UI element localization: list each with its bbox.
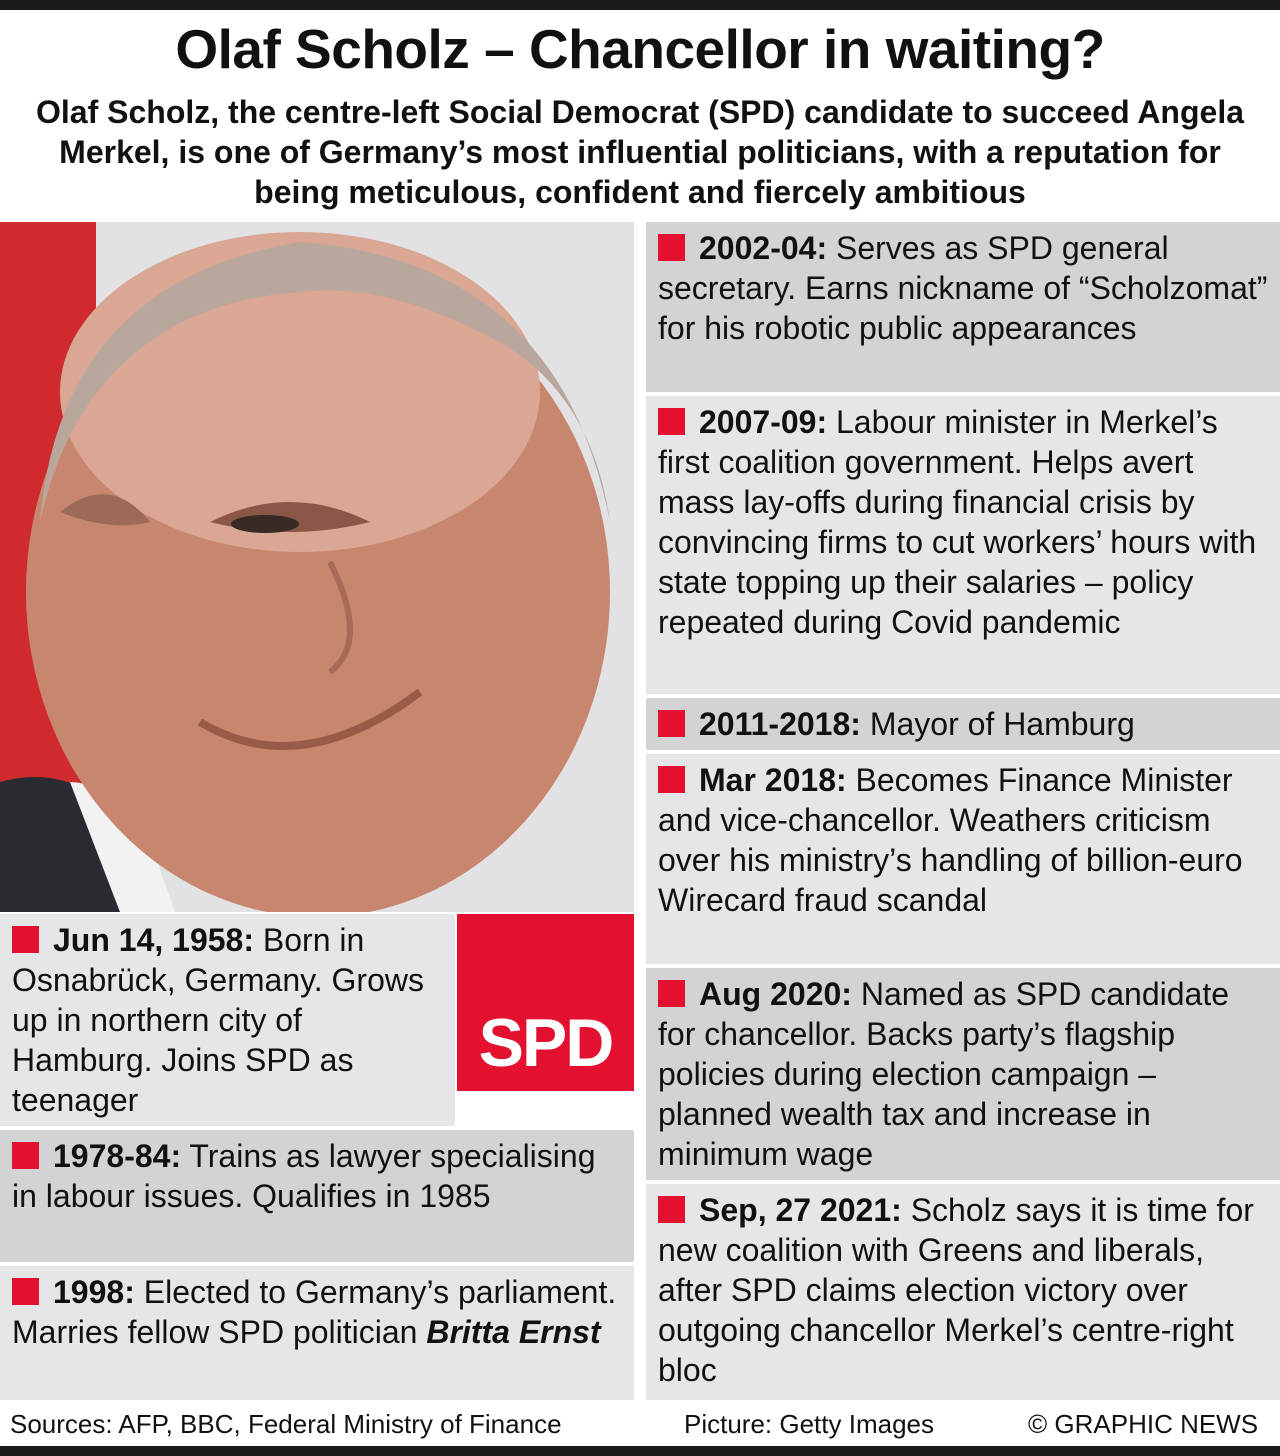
- entry-text: Scholz says it is time for new coalition with Greens and liberals, after SPD claims election victory over outgoing chancellor Merkel’s centre-right bloc: [658, 1192, 1254, 1388]
- page-title: Olaf Scholz – Chancellor in waiting?: [175, 18, 1105, 80]
- timeline-entry-2002: [646, 222, 1280, 392]
- entry-text: Named as SPD candidate for chancellor. Backs party’s flagship policies during election campaign – planned wealth tax and increase in minimum wage: [658, 976, 1230, 1172]
- spd-logo-text: SPD: [478, 1005, 613, 1081]
- timeline-entry-2011: [646, 698, 1280, 750]
- entry-text: Mayor of Hamburg: [869, 706, 1135, 742]
- entry-date: Sep, 27 2021:: [699, 1192, 902, 1228]
- bullet-square-icon: [12, 926, 39, 953]
- timeline-entry-1998: [0, 1266, 634, 1400]
- entry-text: Serves as SPD general secretary. Earns nickname of “Scholzomat” for his robotic public appearances: [658, 230, 1268, 346]
- portrait-photo: [0, 222, 634, 912]
- entry-text: Trains as lawyer specialising in labour issues. Qualifies in 1985: [12, 1138, 596, 1214]
- entry-date: 2002-04:: [699, 230, 828, 266]
- bullet-square-icon: [658, 234, 685, 261]
- bullet-square-icon: [658, 766, 685, 793]
- entry-text: Born in Osnabrück, Germany. Grows up in northern city of Hamburg. Joins SPD as teenager: [12, 922, 424, 1118]
- spd-logo: [457, 914, 634, 1091]
- entry-emphasis: Britta Ernst: [426, 1314, 601, 1350]
- entry-text: Labour minister in Merkel’s first coalition government. Helps avert mass lay-offs during financial crisis by convincing firms to cut workers’ hours with state topping up their salaries – policy repeated during Covid pandemic: [658, 404, 1257, 640]
- entry-text: Elected to Germany’s parliament. Marries fellow SPD politician: [12, 1274, 617, 1350]
- entry-text: Becomes Finance Minister and vice-chancellor. Weathers criticism over his ministry’s handling of billion-euro Wirecard fraud scandal: [658, 762, 1243, 918]
- entry-date: Aug 2020:: [699, 976, 852, 1012]
- entry-date: 2007-09:: [699, 404, 828, 440]
- entry-date: Mar 2018:: [699, 762, 847, 798]
- entry-date: 1998:: [53, 1274, 135, 1310]
- copyright-credit: © GRAPHIC NEWS: [1028, 1409, 1259, 1439]
- bullet-square-icon: [658, 1196, 685, 1223]
- timeline-entry-1978: [0, 1130, 634, 1262]
- entry-date: Jun 14, 1958:: [53, 922, 254, 958]
- top-rule: [0, 0, 1280, 10]
- sources-credit: Sources: AFP, BBC, Federal Ministry of Finance: [10, 1409, 562, 1439]
- timeline-entry-2021: [646, 1184, 1280, 1400]
- picture-credit: Picture: Getty Images: [684, 1409, 934, 1439]
- timeline-entry-1958: [0, 914, 455, 1126]
- timeline-entry-2018: [646, 754, 1280, 964]
- bullet-square-icon: [12, 1278, 39, 1305]
- bullet-square-icon: [658, 980, 685, 1007]
- timeline-entry-2007: [646, 396, 1280, 694]
- bullet-square-icon: [658, 408, 685, 435]
- entry-date: 2011-2018:: [699, 706, 861, 742]
- bottom-rule: [0, 1446, 1280, 1456]
- timeline-entry-2020: [646, 968, 1280, 1180]
- entry-date: 1978-84:: [53, 1138, 182, 1174]
- bullet-square-icon: [12, 1142, 39, 1169]
- page-subtitle: Olaf Scholz, the centre-left Social Democrat (SPD) candidate to succeed Angela Merkel, is one of Germany’s most influential politicians, with a reputation for being meticulous, confident and fiercely ambitious: [36, 94, 1244, 210]
- bullet-square-icon: [658, 710, 685, 737]
